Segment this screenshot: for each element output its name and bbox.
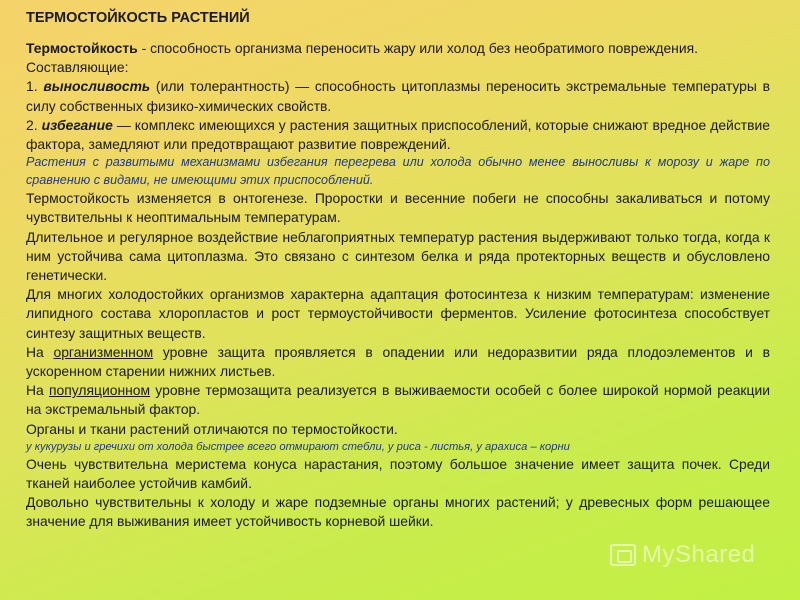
watermark-text: MyShared xyxy=(642,541,756,568)
watermark-logo-icon xyxy=(610,544,636,566)
organs-paragraph: Органы и ткани растений отличаются по термостойкости. xyxy=(26,420,398,437)
ontogenesis-paragraph: Термостойкость изменяется в онтогенезе. Проростки и весенние побеги не способны закаливаться и потому чувствительны к неоптимальным температурам. xyxy=(26,190,770,226)
item-1-term: выносливость xyxy=(43,78,151,95)
slide-title: ТЕРМОСТОЙКОСТЬ РАСТЕНИЙ xyxy=(26,10,250,26)
long-exposure-paragraph: Длительное и регулярное воздействие неблагоприятных температур растения выдерживают только тогда, когда к ним устойчива сама цитоплазма. Это связано с синтезом белка и ряда протекторных веществ и обусловлено генетически. xyxy=(26,228,770,284)
meristem-paragraph: Очень чувствительна меристема конуса нарастания, поэтому большое значение имеет защита почек. Среди тканей наиболее устойчив камбий. xyxy=(26,455,770,492)
definition-term: Термостойкость xyxy=(26,40,138,56)
population-term: популяционном xyxy=(48,382,151,399)
item-1-number: 1. xyxy=(26,78,44,95)
definition-text: - способность организма переносить жару или холод без необратимого повреждения. xyxy=(137,40,698,56)
component-item-1 xyxy=(26,77,770,115)
organism-text: уровне защита проявляется в опадении или недоразвитии ряда плодоэлементов и в ускоренном старении нижних листьев. xyxy=(26,343,770,380)
organism-level-paragraph xyxy=(26,343,770,381)
population-text: уровне термозащита реализуется в выживаемости особей с более широкой нормой реакции на экстремальный фактор. xyxy=(26,382,770,418)
slide-content xyxy=(26,8,770,532)
population-level-paragraph xyxy=(26,381,770,419)
item-2-term: избегание xyxy=(41,116,113,133)
organism-pre: На xyxy=(26,343,54,360)
organism-term: организменном xyxy=(53,343,154,360)
species-example-note: у кукурузы и гречихи от холода быстрее всего отмирают стебли, у риса - листья, у арахиса – корни xyxy=(26,440,570,453)
avoidance-note: Растения с развитыми механизмами избегания перегрева или холода обычно менее выносливы к морозу и жаре по сравнению с видами, не имеющими этих приспособлений. xyxy=(26,155,770,187)
population-pre: На xyxy=(26,382,49,399)
watermark xyxy=(610,541,755,569)
item-1-text: (или толерантность) — способность цитоплазмы переносить экстремальные температуры в силу собственных физико-химических свойств. xyxy=(26,78,770,114)
definition-paragraph xyxy=(26,39,770,58)
item-2-number: 2. xyxy=(26,116,42,133)
components-label: Составляющие: xyxy=(26,59,129,76)
underground-organs-paragraph: Довольно чувствительны к холоду и жаре подземные органы многих растений; у древесных форм решающее значение для выживания имеет устойчивость корневой шейки. xyxy=(26,494,770,530)
item-2-text: — комплекс имеющихся у растения защитных приспособлений, которые снижают вредное действие фактора, замедляют или предотвращают развитие повреждений. xyxy=(26,116,770,153)
component-item-2 xyxy=(26,116,770,154)
photosynthesis-paragraph: Для многих холодостойких организмов характерна адаптация фотосинтеза к низким температурам: изменение липидного состава хлоропластов и рост термоустойчивости ферментов. Усиление фотосинтеза способствует синтезу защитных веществ. xyxy=(26,286,770,341)
